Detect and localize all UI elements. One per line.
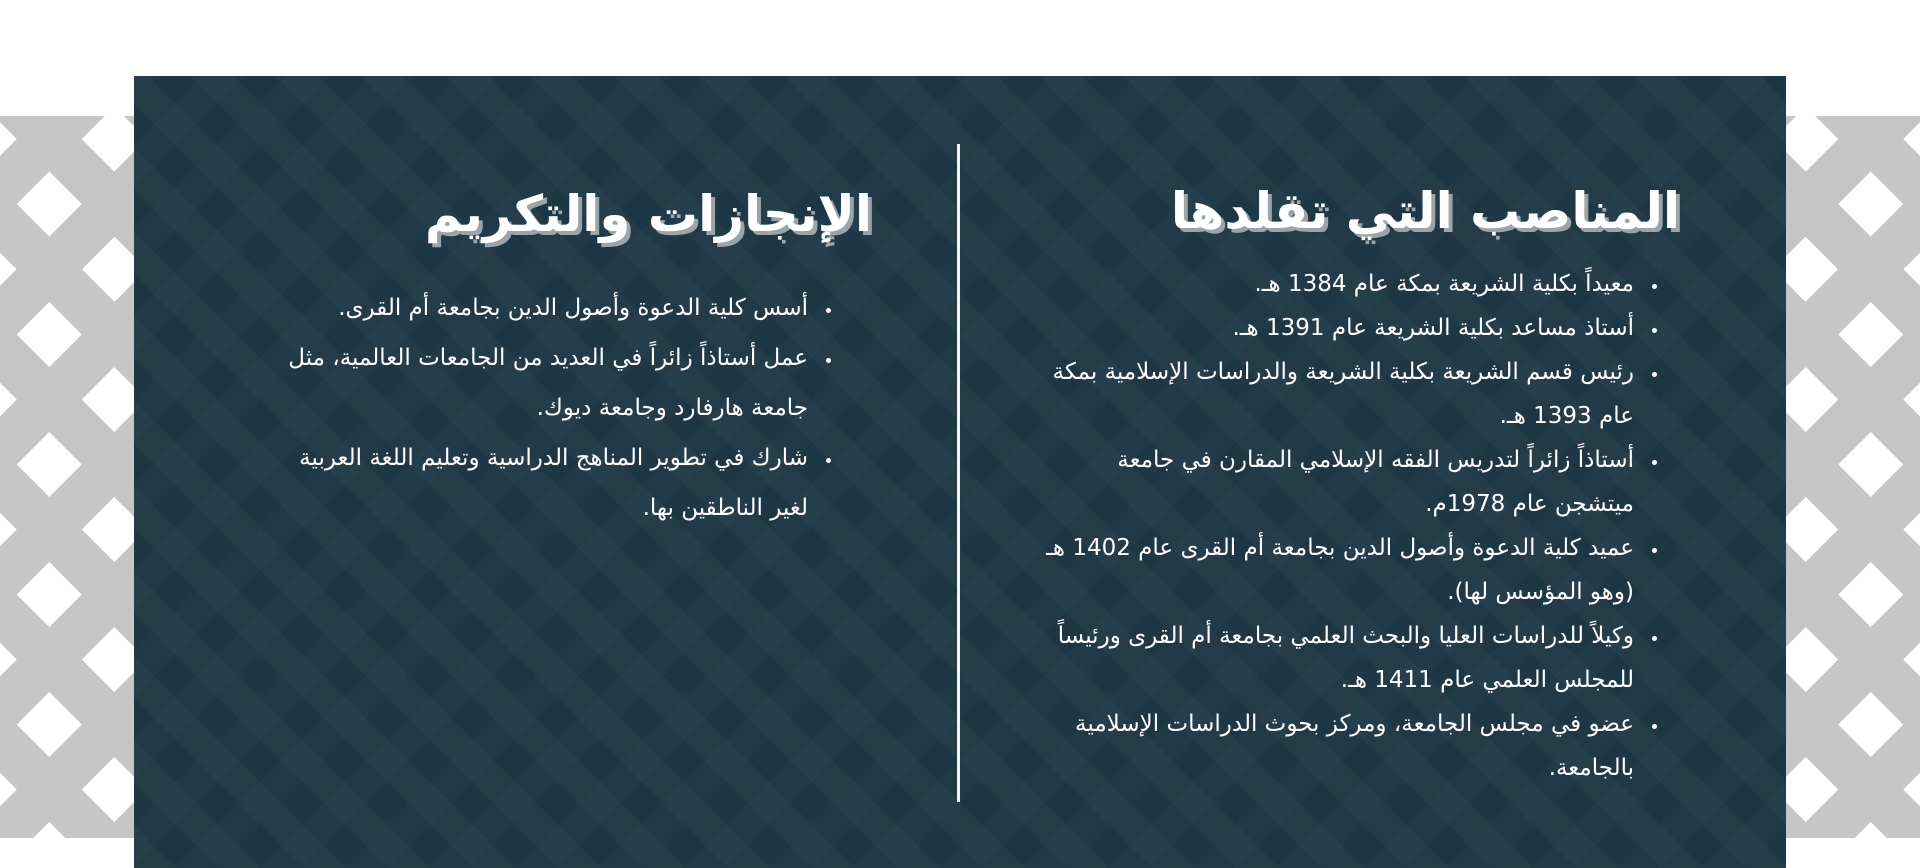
content-panel bbox=[134, 76, 1786, 868]
positions-item: • عضو في مجلس الجامعة، ومركز بحوث الدراسات الإسلامية بالجامعة. bbox=[1042, 702, 1640, 790]
achievements-item: • أسس كلية الدعوة وأصول الدين بجامعة أم القرى. bbox=[261, 283, 814, 333]
positions-item: • معيداً بكلية الشريعة بمكة عام 1384 هـ. bbox=[1042, 262, 1640, 306]
positions-section bbox=[1042, 181, 1680, 790]
positions-item: • أستاذ مساعد بكلية الشريعة عام 1391 هـ. bbox=[1042, 306, 1640, 350]
achievements-list bbox=[261, 283, 836, 533]
achievements-item: • شارك في تطوير المناهج الدراسية وتعليم اللغة العربية لغير الناطقين بها. bbox=[261, 433, 814, 533]
positions-title: المناصب التي تقلدها bbox=[1170, 182, 1680, 240]
achievements-section bbox=[261, 184, 872, 533]
column-divider bbox=[957, 144, 960, 802]
positions-item: • وكيلاً للدراسات العليا والبحث العلمي بجامعة أم القرى ورئيساً للمجلس العلمي عام 1411 هـ. bbox=[1042, 614, 1640, 702]
positions-item: • أستاذاً زائراً لتدريس الفقه الإسلامي المقارن في جامعة ميتشجن عام 1978م. bbox=[1042, 438, 1640, 526]
achievements-title: الإنجازات والتكريم bbox=[424, 185, 872, 243]
positions-list bbox=[1042, 262, 1662, 790]
positions-item: • رئيس قسم الشريعة بكلية الشريعة والدراسات الإسلامية بمكة عام 1393 هـ. bbox=[1042, 350, 1640, 438]
positions-item: • عميد كلية الدعوة وأصول الدين بجامعة أم القرى عام 1402 هـ (وهو المؤسس لها). bbox=[1042, 526, 1640, 614]
achievements-item: • عمل أستاذاً زائراً في العديد من الجامعات العالمية، مثل جامعة هارفارد وجامعة ديوك. bbox=[261, 333, 814, 433]
